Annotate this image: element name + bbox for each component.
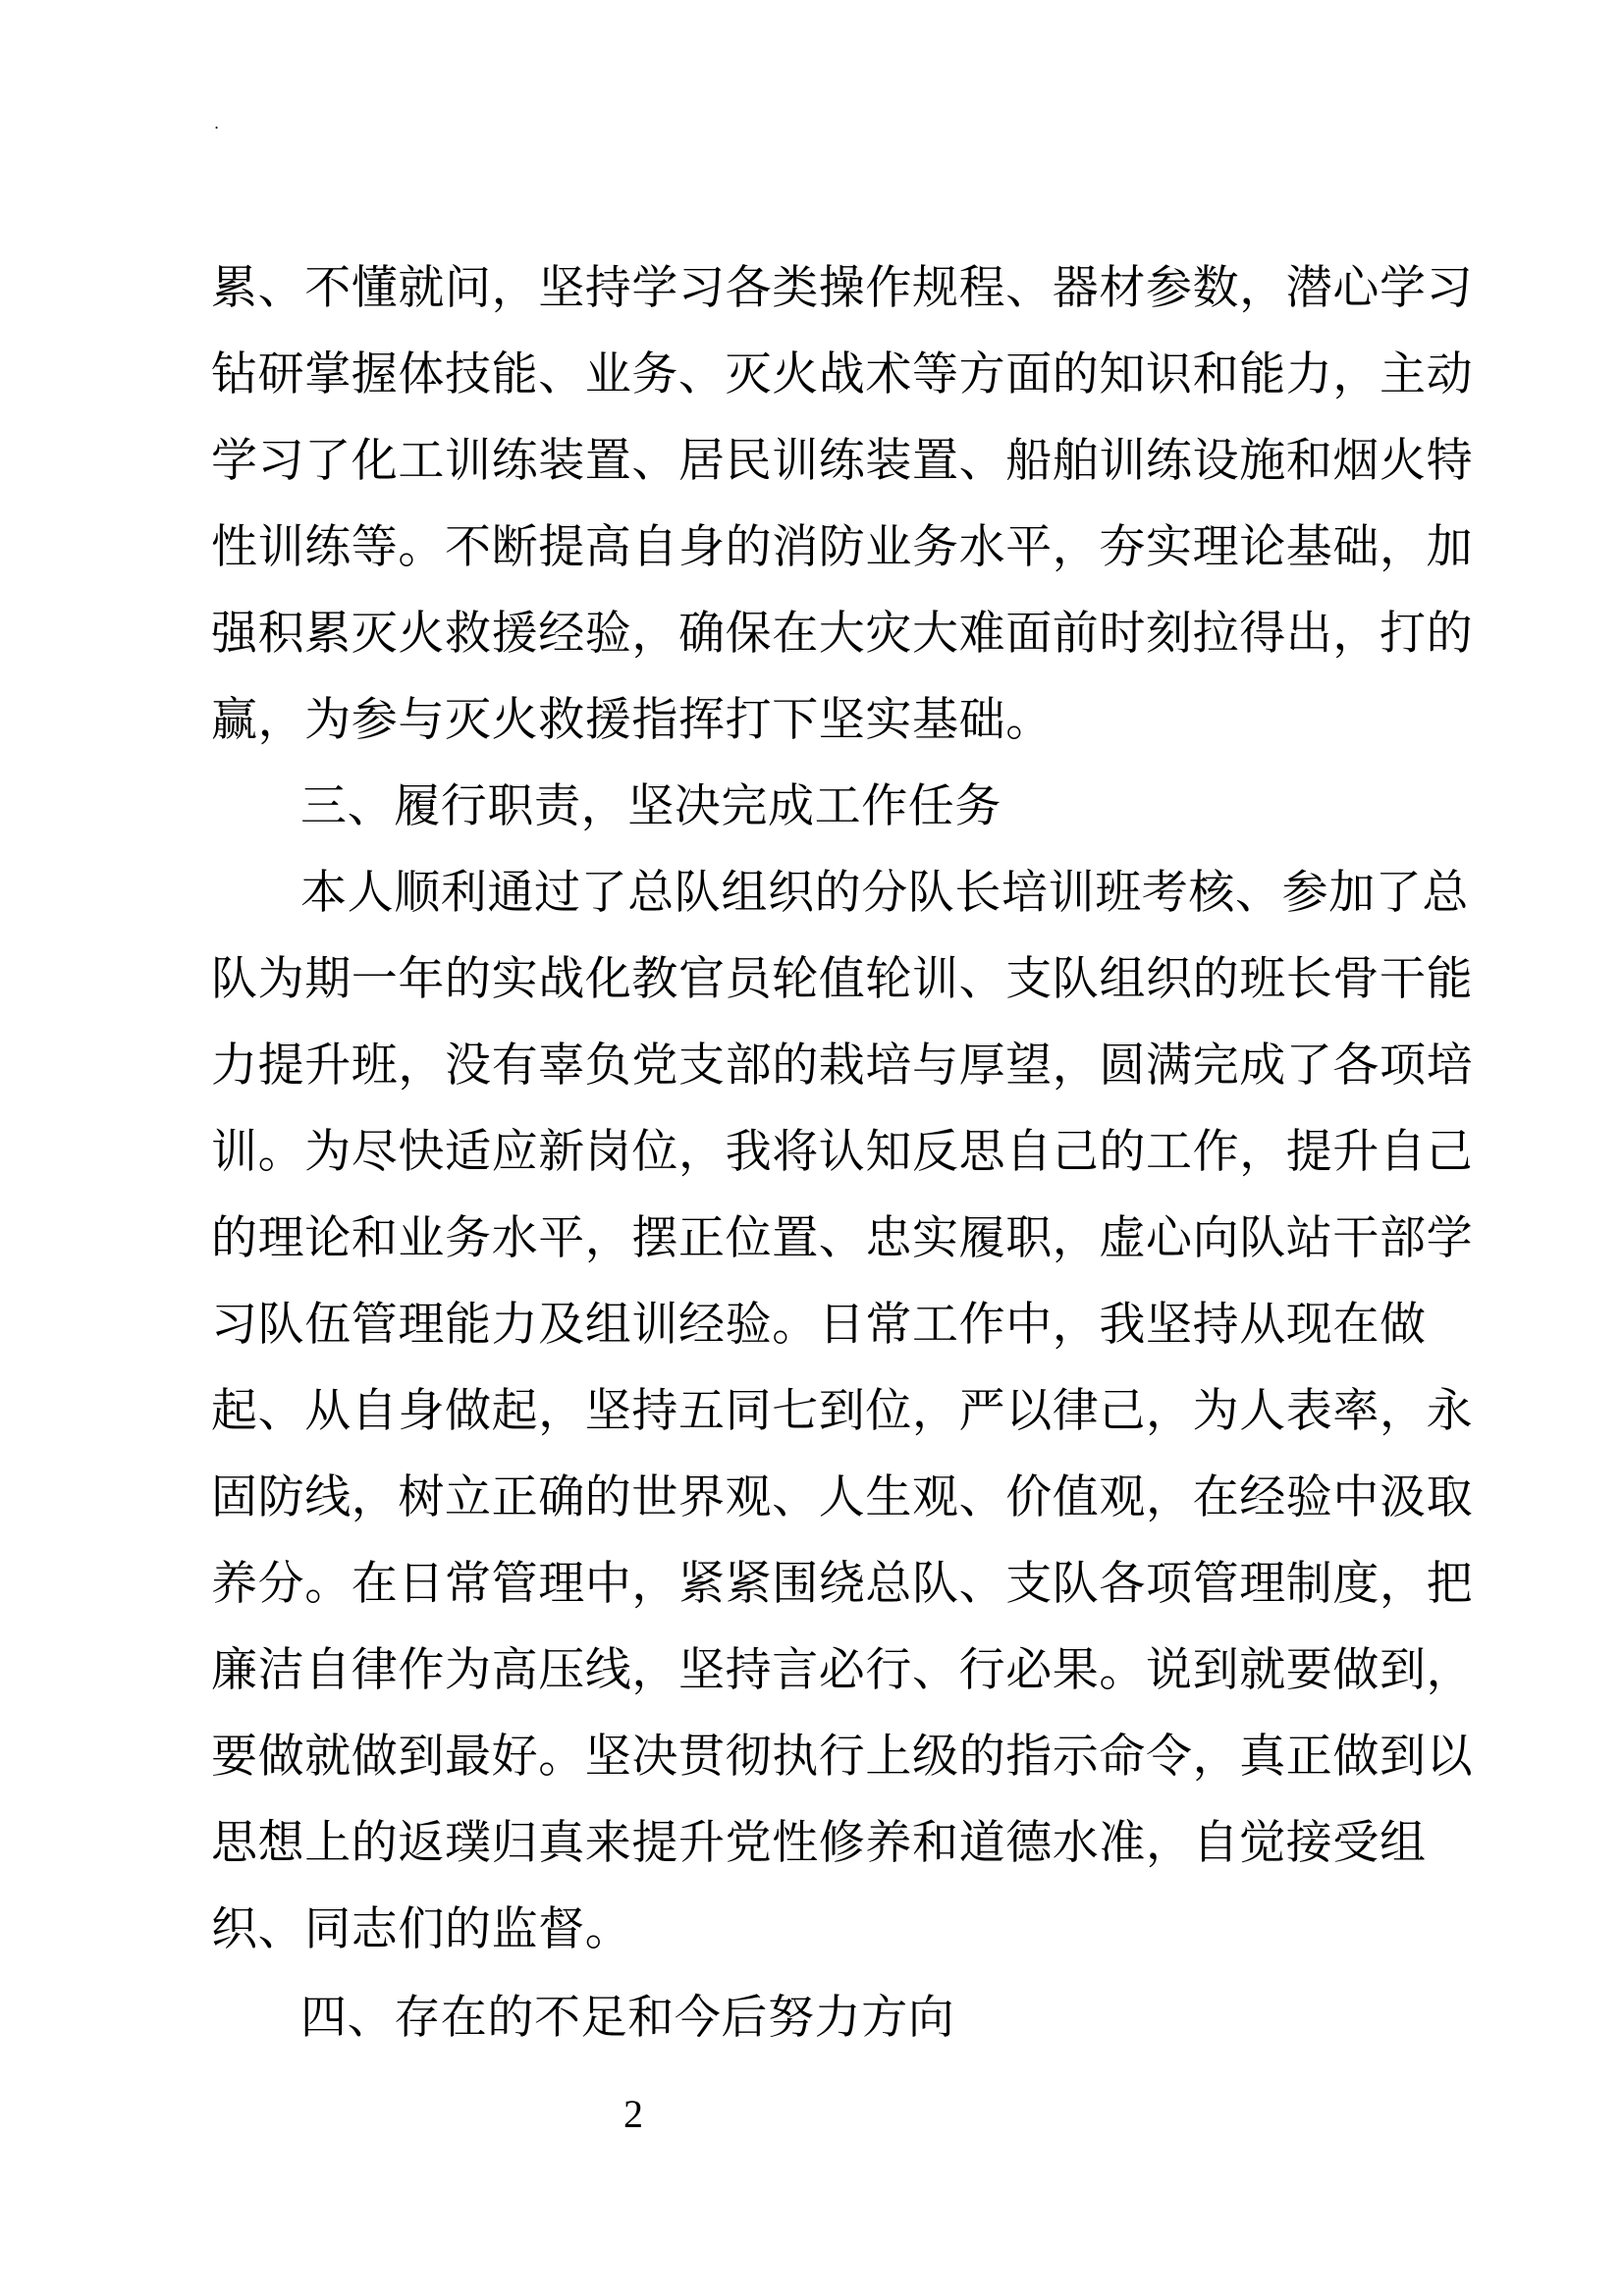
text-line: 养分。在日常管理中，紧紧围绕总队、支队各项管理制度，把 xyxy=(211,1557,1474,1611)
text-line: 起、从自身做起，坚持五同七到位，严以律己，为人表率，永 xyxy=(211,1384,1474,1438)
text-line: 力提升班，没有辜负党支部的栽培与厚望，圆满完成了各项培 xyxy=(211,1039,1474,1093)
text-line: 的理论和业务水平，摆正位置、忠实履职，虚心向队站干部学 xyxy=(211,1211,1474,1265)
section-heading: 四、存在的不足和今后努力方向 xyxy=(300,1991,955,2045)
text-line: 训。为尽快适应新岗位，我将认知反思自己的工作，提升自己 xyxy=(211,1125,1474,1179)
text-line: 钻研掌握体技能、业务、灭火战术等方面的知识和能力，主动 xyxy=(211,347,1474,401)
text-line: 赢，为参与灭火救援指挥打下坚实基础。 xyxy=(211,693,1053,747)
top-mark: . xyxy=(214,114,220,133)
text-line: 固防线，树立正确的世界观、人生观、价值观，在经验中汲取 xyxy=(211,1470,1474,1524)
text-line: 本人顺利通过了总队组织的分队长培训班考核、参加了总 xyxy=(300,866,1469,920)
text-line: 要做就做到最好。坚决贯彻执行上级的指示命令，真正做到以 xyxy=(211,1730,1474,1784)
text-line: 廉洁自律作为高压线，坚持言必行、行必果。说到就要做到， xyxy=(211,1643,1474,1697)
text-line: 性训练等。不断提高自身的消防业务水平，夯实理论基础，加 xyxy=(211,520,1474,574)
text-line: 强积累灭火救援经验，确保在大灾大难面前时刻拉得出，打的 xyxy=(211,607,1474,661)
text-line: 习队伍管理能力及组训经验。日常工作中，我坚持从现在做 xyxy=(211,1298,1427,1352)
text-line: 织、同志们的监督。 xyxy=(211,1902,632,1956)
page-number: 2 xyxy=(623,2092,643,2136)
text-line: 队为期一年的实战化教官员轮值轮训、支队组织的班长骨干能 xyxy=(211,952,1474,1006)
text-line: 累、不懂就问，坚持学习各类操作规程、器材参数，潜心学习 xyxy=(211,261,1474,315)
text-line: 学习了化工训练装置、居民训练装置、船舶训练设施和烟火特 xyxy=(211,434,1474,488)
text-line: 思想上的返璞归真来提升党性修养和道德水准，自觉接受组 xyxy=(211,1816,1427,1870)
section-heading: 三、履行职责，坚决完成工作任务 xyxy=(300,779,1001,833)
